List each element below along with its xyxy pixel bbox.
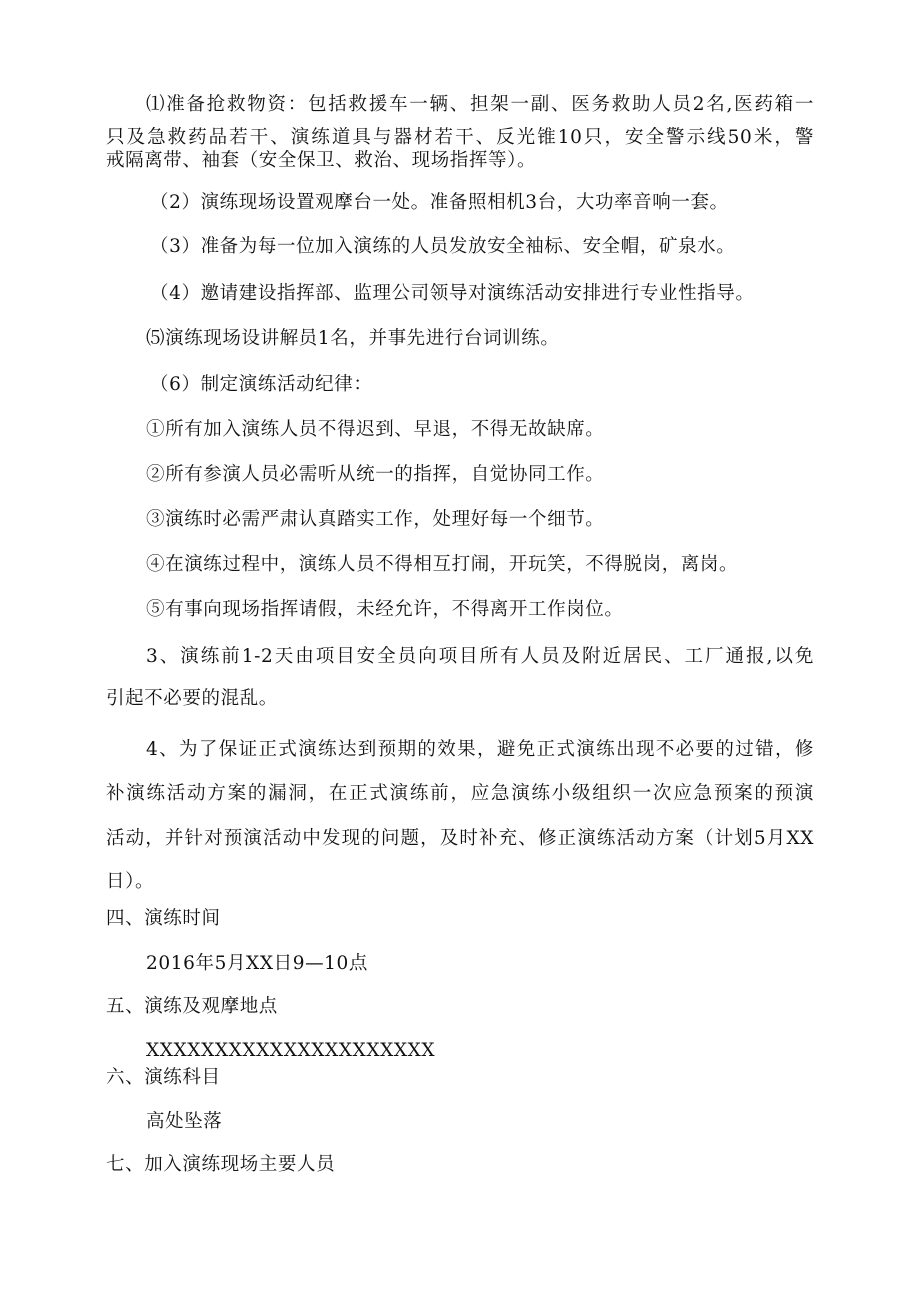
item2: （2）演练现场设置观摩台一处。准备照相机3台，大功率音响一套。 <box>150 192 729 213</box>
para3-line1: 3、演练前1-2天由项目安全员向项目所有人员及附近居民、工厂通报,以免 <box>146 646 814 667</box>
para4-line4: 日）。 <box>106 871 155 892</box>
rule-item: ①所有加入演练人员不得迟到、早退，不得无故缺席。 <box>146 419 605 440</box>
para4-line2: 补演练活动方案的漏洞，在正式演练前，应急演练小级组织一次应急预案的预演 <box>106 783 814 804</box>
item1-line1: ⑴准备抢救物资：包括救援车一辆、担架一副、医务救助人员2名,医药箱一 <box>146 94 814 115</box>
rule-item: ②所有参演人员必需听从统一的指挥，自觉协同工作。 <box>146 464 605 485</box>
section5-heading: 五、演练及观摩地点 <box>106 996 278 1017</box>
rule-item: ③演练时必需严肃认真踏实工作，处理好每一个细节。 <box>146 509 605 530</box>
para4-line1: 4、为了保证正式演练达到预期的效果，避免正式演练出现不必要的过错，修 <box>146 739 814 760</box>
rule-item: ④在演练过程中，演练人员不得相互打闹，开玩笑，不得脱岗，离岗。 <box>146 554 739 575</box>
item1-line2: 只及急救药品若干、演练道具与器材若干、反光锥10只，安全警示线50米，警 <box>106 127 814 148</box>
item5: ⑸演练现场设讲解员1名，并事先进行台词训练。 <box>146 328 560 349</box>
para3-line2: 引起不必要的混乱。 <box>106 688 278 709</box>
section4-content: 2016年5月XX日9—10点 <box>146 953 369 974</box>
section7-heading: 七、加入演练现场主要人员 <box>106 1154 336 1175</box>
rule-item: ⑤有事向现场指挥请假，未经允许，不得离开工作岗位。 <box>146 599 624 620</box>
section4-heading: 四、演练时间 <box>106 908 221 929</box>
section6-heading: 六、演练科目 <box>106 1067 221 1088</box>
para4-line3: 活动，并针对预演活动中发现的问题，及时补充、修正演练活动方案（计划5月XX <box>106 828 814 849</box>
item4: （4）邀请建设指挥部、监理公司领导对演练活动安排进行专业性指导。 <box>150 283 755 304</box>
item3: （3）准备为每一位加入演练的人员发放安全袖标、安全帽，矿泉水。 <box>150 236 736 257</box>
section5-content: XXXXXXXXXXXXXXXXXXXXX <box>146 1040 436 1061</box>
item6: （6）制定演练活动纪律： <box>150 374 373 395</box>
item1-line3: 戒隔离带、袖套（安全保卫、救治、现场指挥等）。 <box>106 150 537 171</box>
section6-content: 高处坠落 <box>146 1111 223 1132</box>
